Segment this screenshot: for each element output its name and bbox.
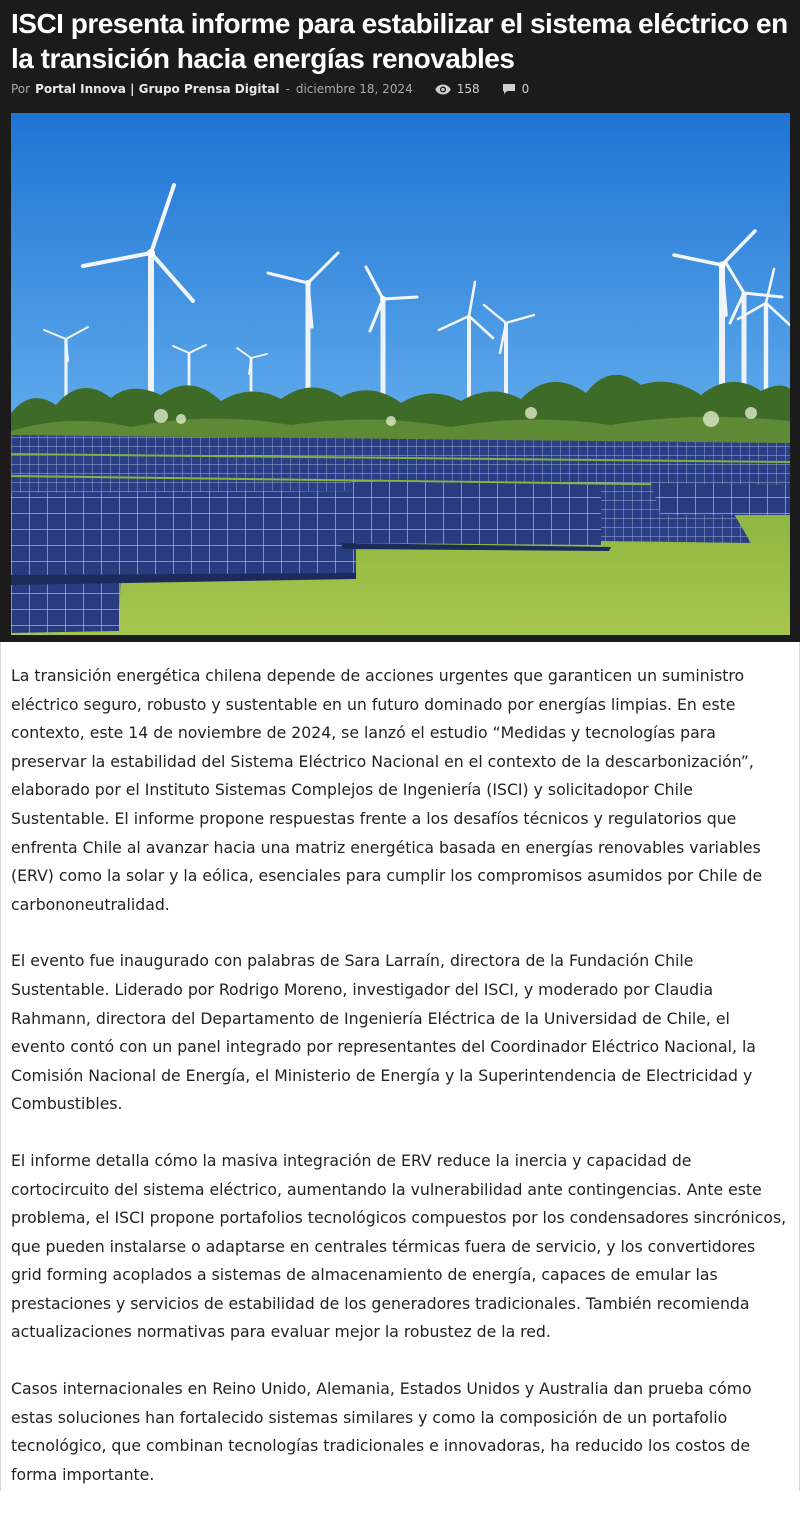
article-header bbox=[0, 0, 800, 642]
article-meta bbox=[11, 82, 529, 96]
comment-icon bbox=[502, 83, 516, 95]
views-count bbox=[435, 82, 480, 96]
hero-image bbox=[11, 113, 790, 635]
article-paragraph: Casos internacionales en Reino Unido, Alemania, Estados Unidos y Australia dan prueba cómo estas soluciones han fortalecido sistemas similares y como la composición de un portafolio tecnológico, que combinan tecnologías tradicionales e innovadoras, ha reducido los costos de forma importante. bbox=[11, 1379, 752, 1484]
comments-count[interactable] bbox=[502, 82, 530, 96]
content-border-left bbox=[0, 642, 1, 1491]
publish-date: diciembre 18, 2024 bbox=[295, 82, 413, 96]
article-paragraph: El evento fue inaugurado con palabras de Sara Larraín, directora de la Fundación Chile Sustentable. Liderado por Rodrigo Moreno, investigador del ISCI, y moderado por Claudia Rahmann, directora del Departamento de Ingeniería Eléctrica de la Universidad de Chile, el evento contó con un panel integrado por representantes del Coordinador Eléctrico Nacional, la Comisión Nacional de Energía, el Ministerio de Energía y la Superintendencia de Electricidad y Combustibles. bbox=[11, 951, 756, 1114]
article-body bbox=[11, 662, 789, 1517]
article-title: ISCI presenta informe para estabilizar el sistema eléctrico en la transición hacia energías renovables bbox=[11, 8, 788, 74]
eye-icon bbox=[435, 84, 451, 95]
meta-separator: - bbox=[285, 82, 290, 96]
author-link[interactable]: Portal Innova | Grupo Prensa Digital bbox=[35, 82, 280, 96]
article-paragraph: El informe detalla cómo la masiva integración de ERV reduce la inercia y capacidad de cortocircuito del sistema eléctrico, aumentando la vulnerabilidad ante contingencias. Ante este problema, el ISCI propone portafolios tecnológicos compuestos por los condensadores sincrónicos, que pueden instalarse o adaptarse en centrales térmicas fuera de servicio, y los convertidores grid forming acoplados a sistemas de almacenamiento de energía, capaces de emular las prestaciones y servicios de estabilidad de los generadores tradicionales. También recomienda actualizaciones normativas para evaluar mejor la robustez de la red. bbox=[11, 1150, 787, 1342]
by-label: Por bbox=[11, 82, 31, 96]
comments-value: 0 bbox=[521, 82, 530, 96]
views-value: 158 bbox=[456, 82, 480, 96]
article-paragraph: La transición energética chilena depende de acciones urgentes que garanticen un suministro eléctrico seguro, robusto y sustentable en un futuro dominado por energías limpias. En este contexto, este 14 de noviembre de 2024, se lanzó el estudio “Medidas y tecnologías para preservar la estabilidad del Sistema Eléctrico Nacional en el contexto de la descarbonización”, elaborado por el Instituto Sistemas Complejos de Ingeniería (ISCI) y solicitadopor Chile Sustentable. El informe propone respuestas frente a los desafíos técnicos y regulatorios que enfrenta Chile al avanzar hacia una matriz energética basada en energías renovables variables (ERV) como la solar y la eólica, esenciales para cumplir los compromisos asumidos por Chile de carbononeutralidad. bbox=[11, 666, 763, 914]
